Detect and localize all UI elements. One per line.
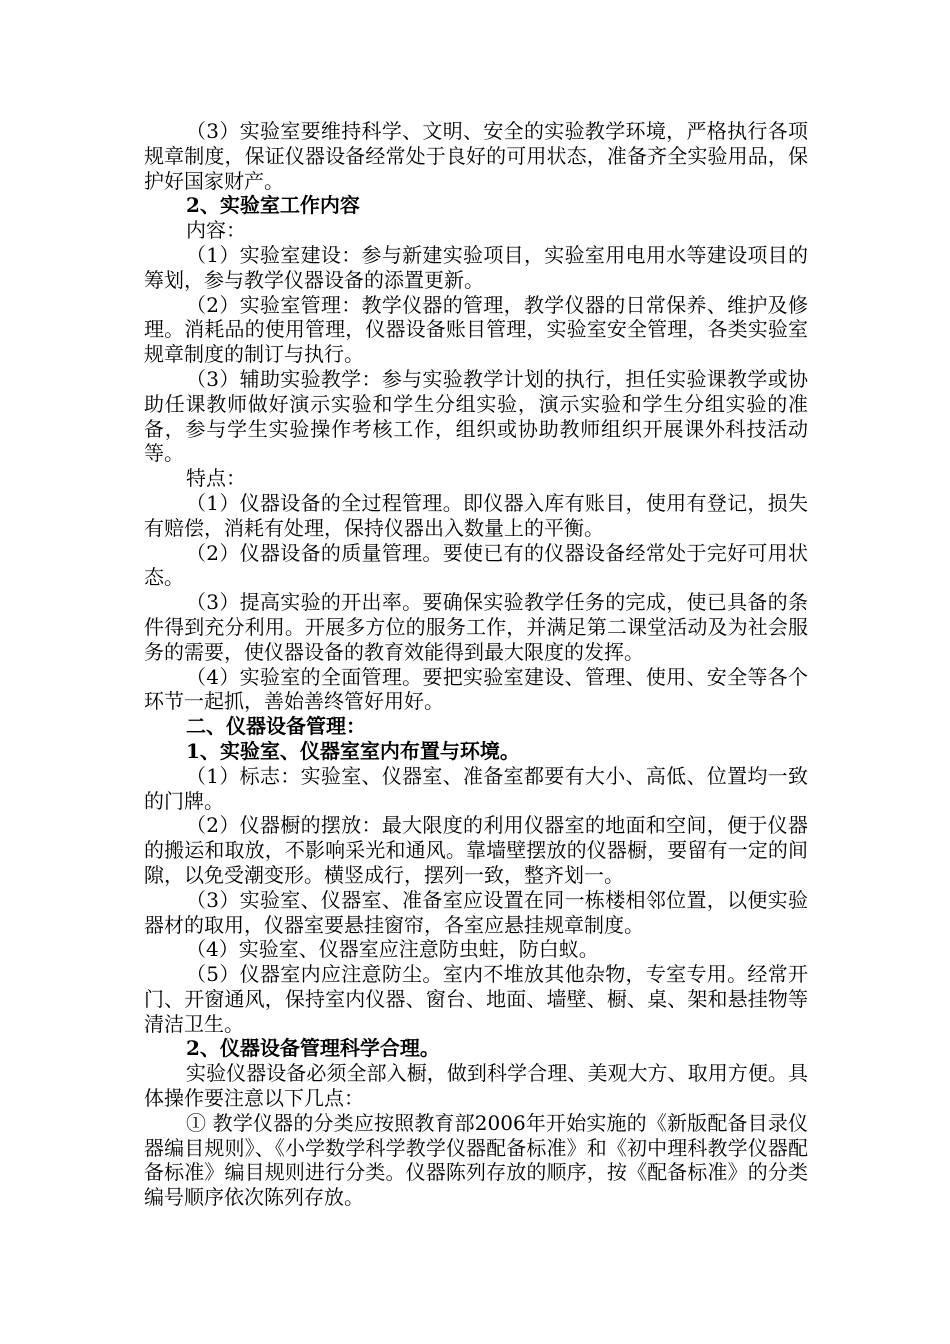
paragraph-experiment-rate: （3）提高实验的开出率。要确保实验教学任务的完成，使已具备的条件得到充分利用。开展多方位的服务工作，并满足第二课堂活动及为社会服务的需要，使仪器设备的教育效能得到最大限度的发挥。 bbox=[144, 590, 808, 664]
paragraph-pest-prevention: （4）实验室、仪器室应注意防虫蛀，防白蚁。 bbox=[186, 937, 599, 962]
paragraph-lab-construction: （1）实验室建设：参与新建实验项目，实验室用电用水等建设项目的筹划，参与教学仪器设备的添置更新。 bbox=[144, 242, 808, 292]
heading-equipment-management: 二、仪器设备管理： bbox=[186, 714, 366, 739]
label-content: 内容： bbox=[186, 218, 246, 243]
paragraph-assist-teaching: （3）辅助实验教学：参与实验教学计划的执行，担任实验课教学或协助任课教师做好演示实验和学生分组实验，演示实验和学生分组实验的准备，参与学生实验操作考核工作，组织或协助教师组织开展课外科技活动等。 bbox=[144, 366, 808, 466]
paragraph-lab-environment: （3）实验室要维持科学、文明、安全的实验教学环境，严格执行各项规章制度，保证仪器设备经常处于良好的可用状态，准备齐全实验用品，保护好国家财产。 bbox=[144, 119, 808, 193]
paragraph-full-process-management: （1）仪器设备的全过程管理。即仪器入库有账目，使用有登记，损失有赔偿，消耗有处理，保持仪器出入数量上的平衡。 bbox=[144, 490, 808, 540]
heading-scientific-management: 2、仪器设备管理科学合理。 bbox=[186, 1036, 440, 1061]
paragraph-dust-prevention: （5）仪器室内应注意防尘。室内不堆放其他杂物，专室专用。经常开门、开窗通风，保持室内仪器、窗台、地面、墙壁、橱、桌、架和悬挂物等清洁卫生。 bbox=[144, 962, 808, 1036]
paragraph-lab-management: （2）实验室管理：教学仪器的管理，教学仪器的日常保养、维护及修理。消耗品的使用管理，仪器设备账目管理，实验室安全管理，各类实验室规章制度的制订与执行。 bbox=[144, 292, 808, 367]
paragraph-cabinet-placement: （2）仪器橱的摆放：最大限度的利用仪器室的地面和空间，便于仪器的搬运和取放，不影响采光和通风。靠墙壁摆放的仪器橱，要留有一定的间隙，以免受潮变形。横竖成行，摆列一致，整齐划一。 bbox=[144, 813, 808, 887]
paragraph-cabinet-storage: 实验仪器设备必须全部入橱，做到科学合理、美观大方、取用方便。具体操作要注意以下几点： bbox=[144, 1061, 808, 1111]
paragraph-signage: （1）标志：实验室、仪器室、准备室都要有大小、高低、位置均一致的门牌。 bbox=[144, 763, 808, 813]
heading-room-layout: 1、实验室、仪器室室内布置与环境。 bbox=[186, 738, 520, 763]
paragraph-quality-management: （2）仪器设备的质量管理。要使已有的仪器设备经常处于完好可用状态。 bbox=[144, 540, 808, 590]
heading-lab-work-content: 2、实验室工作内容 bbox=[186, 193, 360, 218]
paragraph-room-location: （3）实验室、仪器室、准备室应设置在同一栋楼相邻位置，以便实验器材的取用，仪器室要悬挂窗帘，各室应悬挂规章制度。 bbox=[144, 887, 808, 937]
label-features: 特点： bbox=[186, 466, 246, 491]
paragraph-comprehensive-management: （4）实验室的全面管理。要把实验室建设、管理、使用、安全等各个环节一起抓，善始善终管好用好。 bbox=[144, 664, 808, 714]
paragraph-classification: ① 教学仪器的分类应按照教育部2006年开始实施的《新版配备目录仪器编目规则》、《小学数学科学教学仪器配备标准》和《初中理科教学仪器配备标准》编目规则进行分类。仪器陈列存放的顺序，按《配备标准》的分类编号顺序依次陈列存放。 bbox=[144, 1110, 808, 1210]
